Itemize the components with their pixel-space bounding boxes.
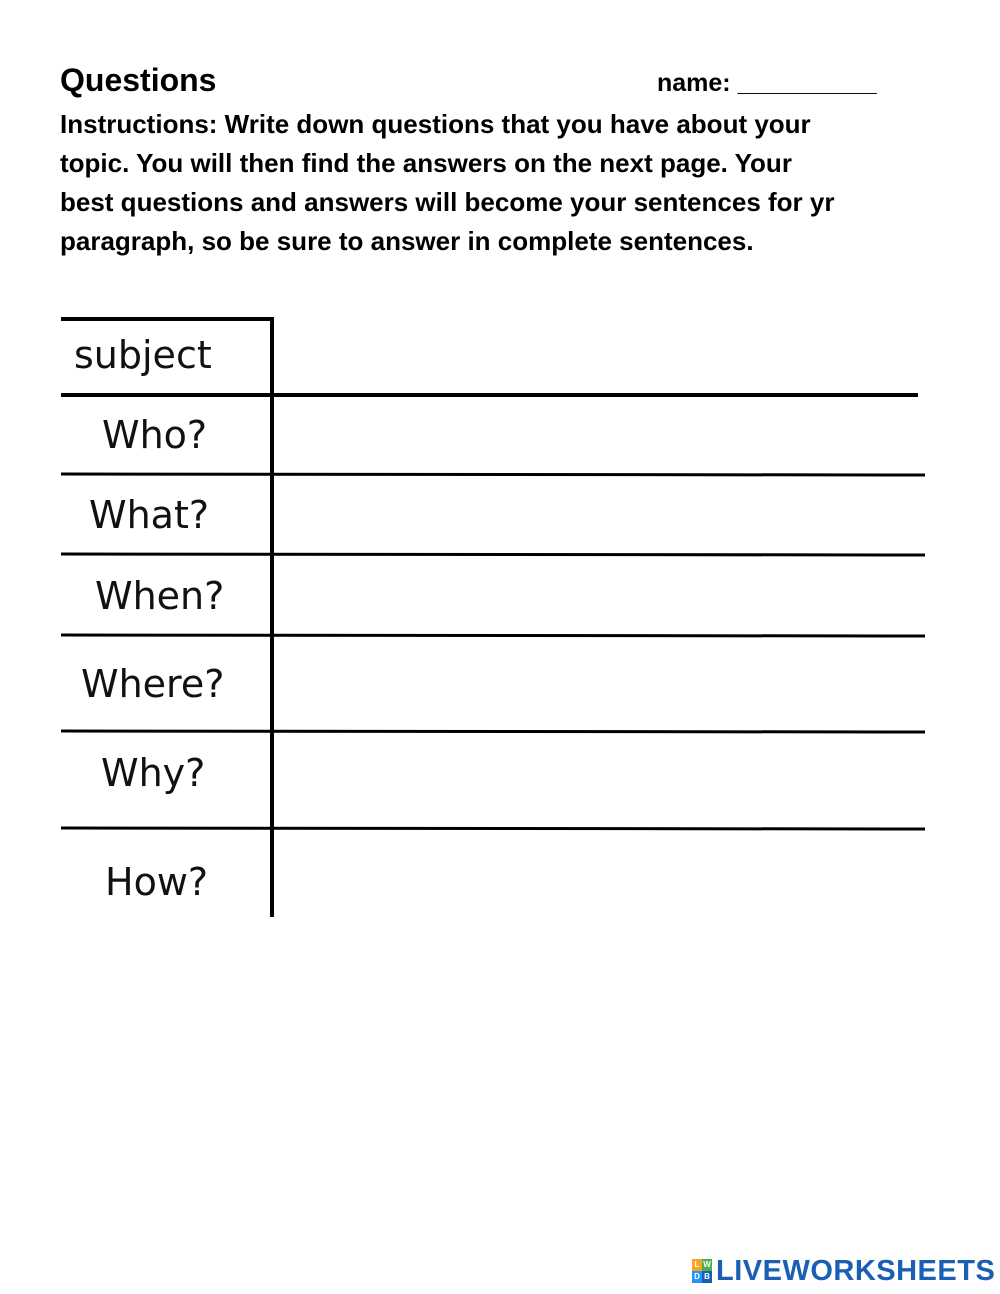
instructions-line-3: best questions and answers will become your sentences for yr [60,187,835,217]
liveworksheets-logo-text: LIVEWORKSHEETS [716,1255,996,1287]
row-divider-3 [61,554,925,555]
row-divider-2 [61,474,925,475]
instructions-line-1: Instructions: Write down questions that you have about your [60,109,811,139]
instructions-line-2: topic. You will then find the answers on the next page. Your [60,148,792,178]
row-divider-4 [61,635,925,636]
row-label-subject: subject [74,333,212,377]
row-label-when: When? [95,574,225,618]
answer-cell-what[interactable] [276,478,921,552]
answer-cell-where[interactable] [276,639,921,729]
row-label-how: How? [105,860,209,904]
answer-cell-when[interactable] [276,558,921,633]
liveworksheets-logo [692,1256,995,1286]
answer-cell-subject[interactable] [276,322,921,392]
answer-cell-how[interactable] [276,832,921,916]
name-field-label: name: __________ [657,69,877,97]
answer-cell-who[interactable] [276,399,921,471]
answer-cell-why[interactable] [276,735,921,826]
liveworksheets-logo-icon: L W D B [692,1259,712,1283]
instructions [60,105,960,261]
row-label-what: What? [89,493,210,537]
row-label-where: Where? [81,662,225,706]
instructions-line-4: paragraph, so be sure to answer in complete sentences. [60,226,754,256]
row-divider-5 [61,731,925,732]
row-divider-6 [61,828,925,829]
page-title: Questions [60,62,217,98]
row-label-who: Who? [102,413,208,457]
row-label-why: Why? [101,751,206,795]
